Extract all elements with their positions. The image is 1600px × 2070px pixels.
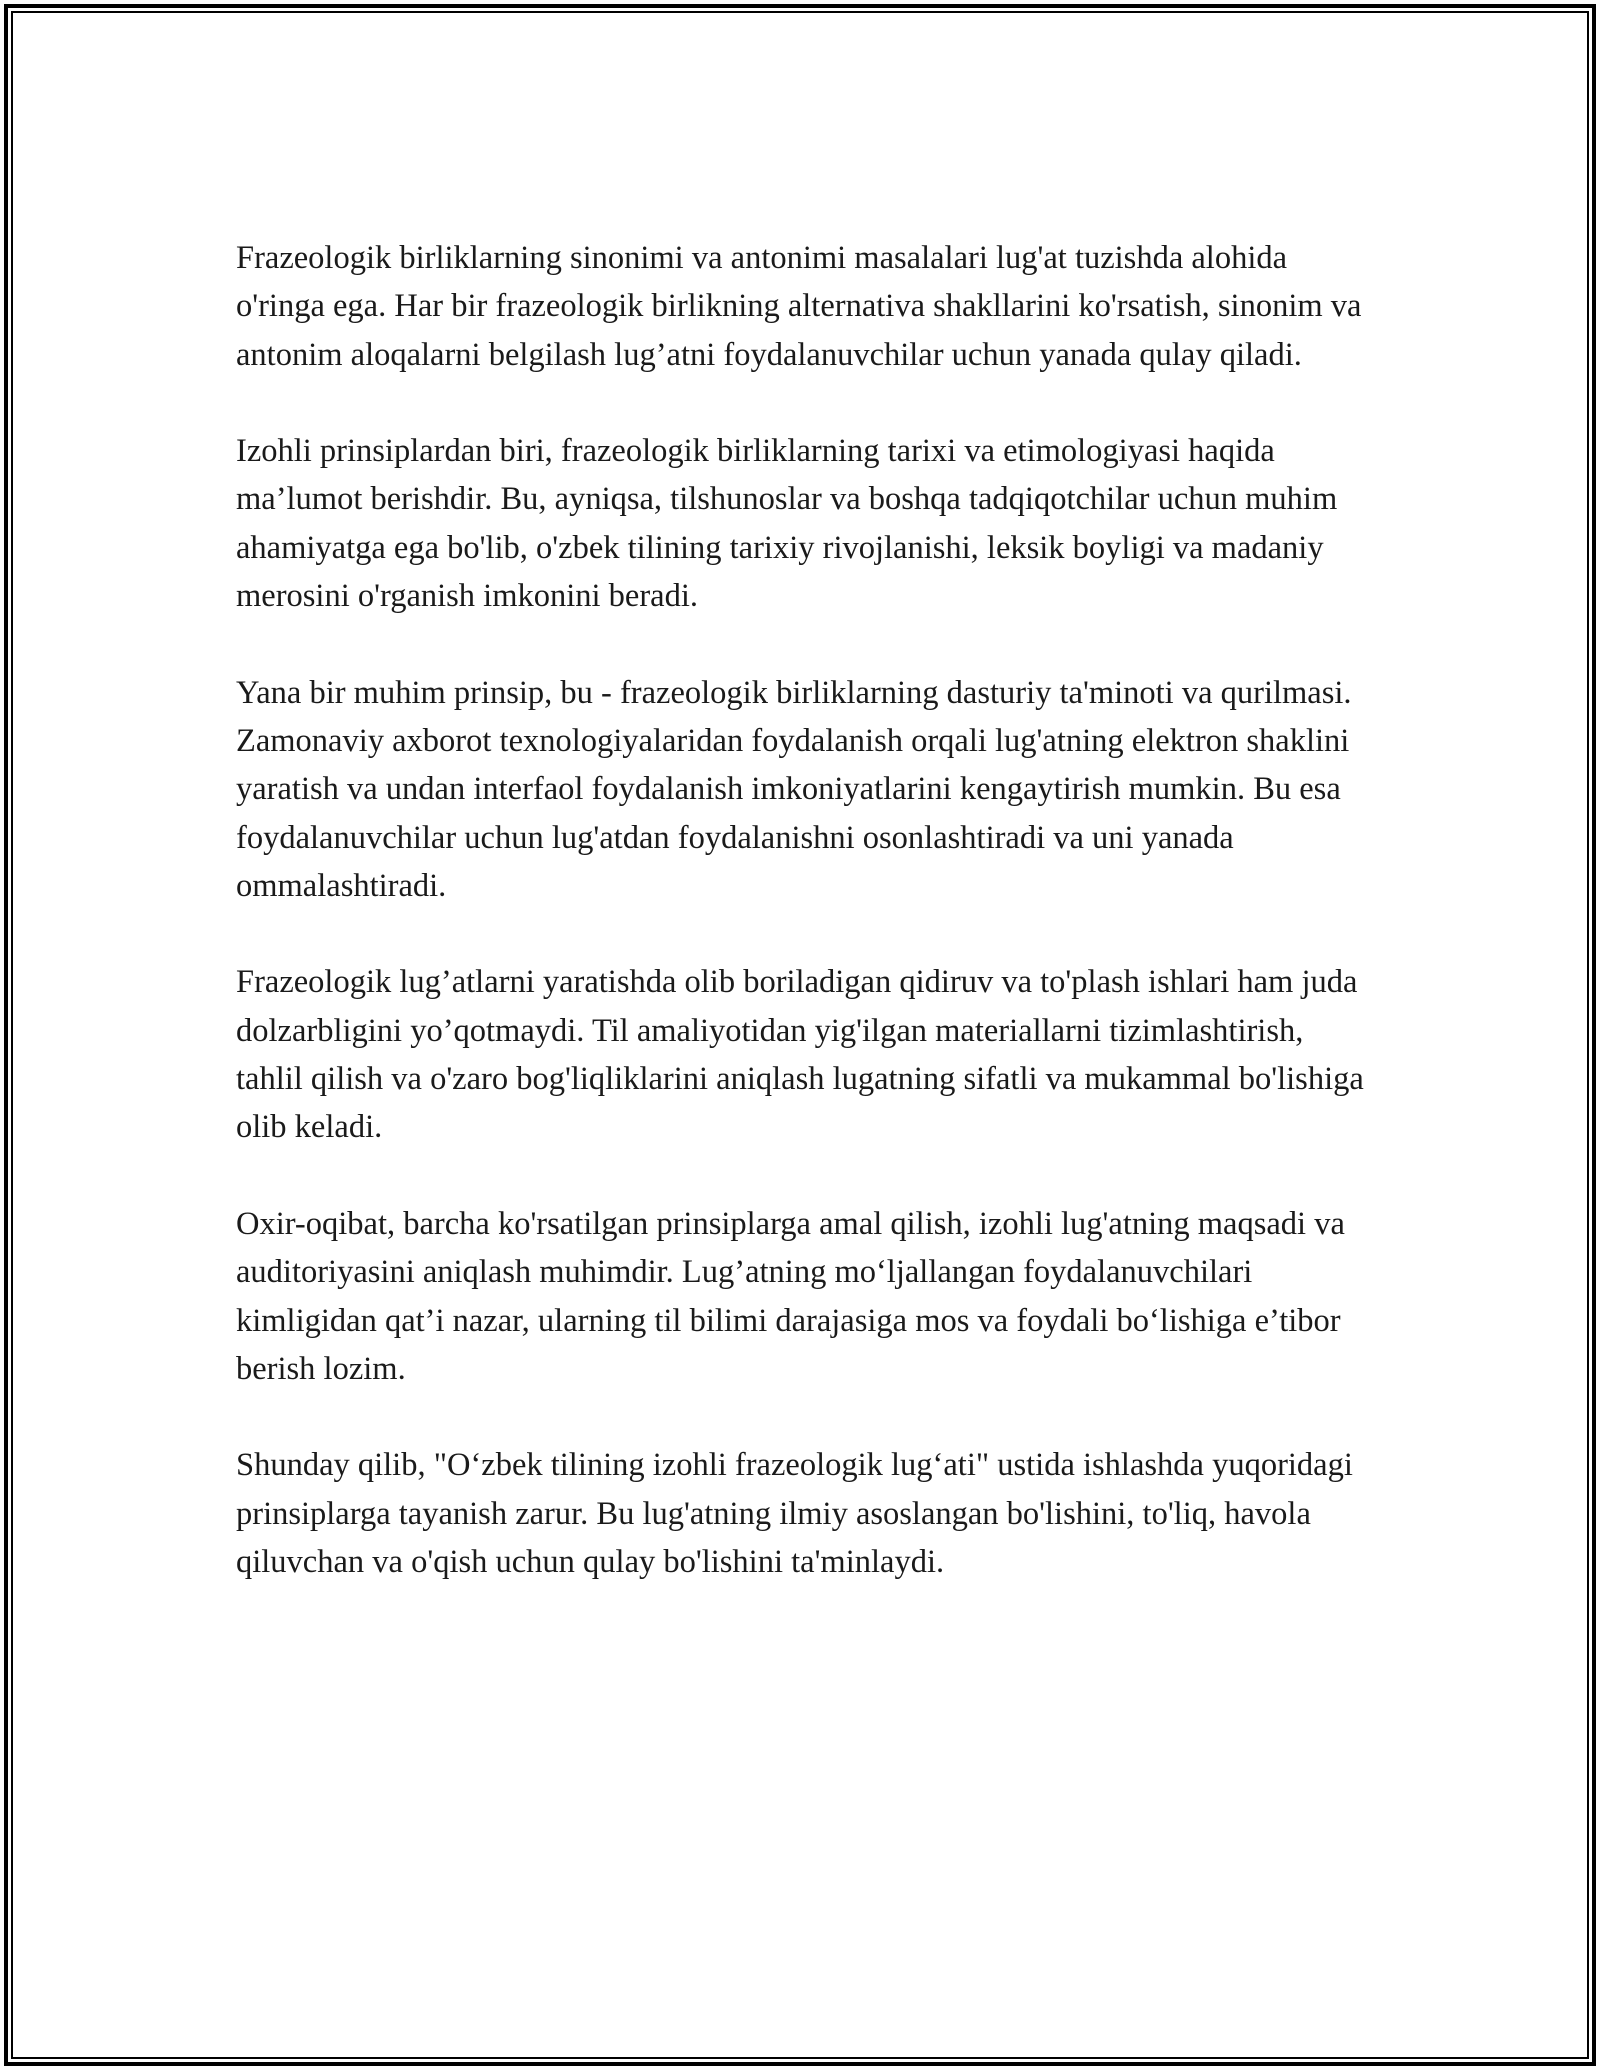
paragraph: Frazeologik lug’atlarni yaratishda olib boriladigan qidiruv va to'plash ishlari ham juda dolzarbligini yo’qotmaydi. Til amaliyotidan yig'ilgan materiallarni tizimlashtirish, tahlil qilish va o'zaro bog'liqliklarini aniqlash lugatning sifatli va mukammal bo'lishiga olib keladi. bbox=[236, 964, 1364, 1146]
document-body bbox=[236, 234, 1376, 1586]
paragraph: Frazeologik birliklarning sinonimi va antonimi masalalari lug'at tuzishda alohida o'ringa ega. Har bir frazeologik birlikning alternativa shakllarini ko'rsatish, sinonim va antonim aloqalarni belgilash lug’atni foydalanuvchilar uchun yanada qulay qiladi. bbox=[236, 240, 1362, 373]
paragraph: Oxir-oqibat, barcha ko'rsatilgan prinsiplarga amal qilish, izohli lug'atning maqsadi va auditoriyasini aniqlash muhimdir. Lug’atning mo‘ljallangan foydalanuvchilari kimligidan qat’i nazar, ularning til bilimi darajasiga mos va foydali bo‘lishiga e’tibor berish lozim. bbox=[236, 1205, 1345, 1387]
paragraph: Shunday qilib, "O‘zbek tilining izohli frazeologik lug‘ati" ustida ishlashda yuqoridagi prinsiplarga tayanish zarur. Bu lug'atning ilmiy asoslangan bo'lishini, to'liq, havola qiluvchan va o'qish uchun qulay bo'lishini ta'minlaydi. bbox=[236, 1447, 1353, 1581]
paragraph: Yana bir muhim prinsip, bu - frazeologik birliklarning dasturiy ta'minoti va qurilmasi. Zamonaviy axborot texnologiyalaridan foydalanish orqali lug'atning elektron shaklini yaratish va undan interfaol foydalanish imkoniyatlarini kengaytirish mumkin. Bu esa foydalanuvchilar uchun lug'atdan foydalanishni osonlashtiradi va uni yanada ommalashtiradi. bbox=[236, 674, 1352, 904]
paragraph: Izohli prinsiplardan biri, frazeologik birliklarning tarixi va etimologiyasi haqida ma’lumot berishdir. Bu, ayniqsa, tilshunoslar va boshqa tadqiqotchilar uchun muhim ahamiyatga ega bo'lib, o'zbek tilining tarixiy rivojlanishi, leksik boyligi va madaniy merosini o'rganish imkonini beradi. bbox=[236, 433, 1338, 615]
